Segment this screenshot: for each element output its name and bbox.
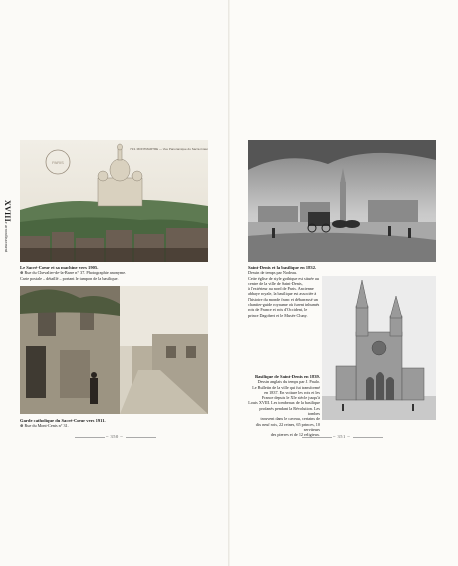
sacre-coeur-illustration [20,140,208,262]
postcard-stamp-text: PARIS [52,160,64,165]
basilica-illustration [322,276,436,420]
caption-line: abbaye royale, la basilique est associée à [248,291,317,297]
basilica-engraving [322,276,436,420]
caption-line: Dessin de temps par Nodeau. [248,270,297,276]
caption-basilique-1839 [248,374,320,438]
caption-line: l'histoire du monde franc et débarrassé un [248,296,318,302]
caption-line: France depuis le XIe siècle jusqu'à [261,395,320,401]
caption-line: Carte postale – détaillé – portant le tampon de la basilique. [20,275,119,281]
caption-title: Saint-Denis et la basilique en 1832. [248,265,317,270]
street-scene-photo [20,286,208,414]
caption-title: Basilique de Saint-Denis en 1839. [255,374,320,379]
saint-denis-engraving [248,140,436,262]
sacre-coeur-postcard-photo [20,140,208,262]
caption-line: Cette église de style gothique est située au [248,275,319,281]
caption-line: centre de la ville de Saint-Denis, [248,280,303,286]
caption-line: en 1837. En voiture les rois et les [264,389,320,395]
street-scene-illustration [20,286,208,414]
running-head [3,200,13,280]
caption-line: rois de France et rois d'Occident, le [248,307,308,313]
folio-rule-right [302,437,332,438]
running-head-main: XVIII [3,200,12,222]
caption-sacre-coeur [20,265,210,281]
caption-line: à l'extérieur au nord de Paris. Ancienne [248,286,314,292]
caption-line: des pierres et de 12 religieux. [270,432,320,438]
caption-line: dix neuf rois, 22 reines, 65 princes, 10 serviteurs [255,421,320,432]
folio-right: ~ 351 ~ [333,434,351,439]
folio-rule-left [75,437,105,438]
caption-garde-catholique [20,418,210,429]
caption-line: Dessin anglais du temps par J. Paulo. [257,379,320,385]
caption-line: ⊕ Rue du Chevalier-de-la-Barre n° 37. Photographie anonyme. [20,270,127,276]
saint-denis-illustration [248,140,436,262]
caption-line: trouvent dans le caveau, certains de [260,416,320,422]
caption-title: Garde catholique du Sacré-Cœur vers 1911. [20,418,106,423]
book-gutter [228,0,230,566]
caption-line: Le Bulletin de la ville qui fut transformé [252,384,320,390]
caption-title: Le Sacré-Cœur et sa machine vers 1905. [20,265,99,270]
caption-line: prince Dagobert et le Musée Cluny. [248,312,308,318]
caption-line: chantier-guide royaume où furent inhumés [248,302,320,308]
folio-left: ~ 350 ~ [106,434,124,439]
folio-rule-right [353,437,383,438]
caption-line: Louis XVIII. Les tombeaux de la basilique [248,400,320,406]
folio-rule-left [126,437,156,438]
running-head-sub: e arrondissement [4,221,9,253]
caption-line: ⊕ Rue du Mont-Cenis n° 31. [20,423,69,429]
caption-line: profanés pendant la Révolution. Les tombes [259,405,320,417]
postcard-title-text: 713. MONTMARTRE — Vue Panoramique du Sacré-Cœur [130,147,208,151]
